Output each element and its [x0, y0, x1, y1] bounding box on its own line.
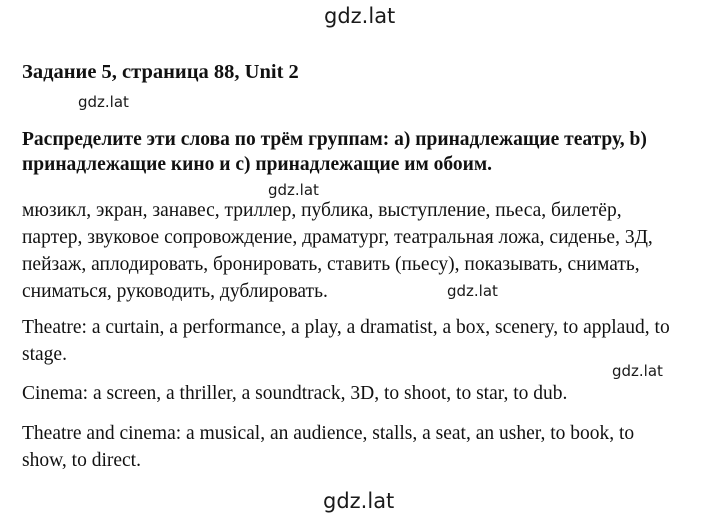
answer-line: Theatre: a curtain, a performance, a play, a dramatist, a box, scenery, to applaud, to	[22, 317, 670, 338]
word-list-line: мюзикл, экран, занавес, триллер, публика, выступление, пьеса, билетёр,	[22, 200, 622, 221]
word-list-line: партер, звуковое сопровождение, драматург, театральная ложа, сиденье, 3Д,	[22, 227, 653, 248]
answer-theatre-and-cinema	[22, 420, 702, 474]
word-list-line: сниматься, руководить, дублировать.	[22, 281, 328, 302]
task-line: принадлежащие кино и c) принадлежащие им обоим.	[22, 154, 492, 175]
task-instruction	[22, 127, 702, 177]
answer-line: Theatre and cinema: a musical, an audience, stalls, a seat, an usher, to book, to	[22, 423, 635, 444]
answer-cinema	[22, 380, 702, 407]
watermark: gdz.lat	[268, 181, 319, 199]
watermark: gdz.lat	[612, 362, 663, 380]
word-list	[22, 197, 702, 305]
task-line: Распределите эти слова по трём группам: a) принадлежащие театру, b)	[22, 129, 647, 150]
word-list-line: пейзаж, аплодировать, бронировать, ставить (пьесу), показывать, снимать,	[22, 254, 640, 275]
answer-theatre	[22, 314, 702, 368]
page-title: Задание 5, страница 88, Unit 2	[22, 61, 299, 83]
answer-line: stage.	[22, 344, 67, 365]
watermark: gdz.lat	[447, 282, 498, 300]
answer-line: Cinema: a screen, a thriller, a soundtrack, 3D, to shoot, to star, to dub.	[22, 383, 568, 404]
answer-line: show, to direct.	[22, 450, 141, 471]
watermark-bottom: gdz.lat	[323, 489, 395, 513]
watermark: gdz.lat	[78, 93, 129, 111]
watermark-top: gdz.lat	[324, 4, 396, 28]
